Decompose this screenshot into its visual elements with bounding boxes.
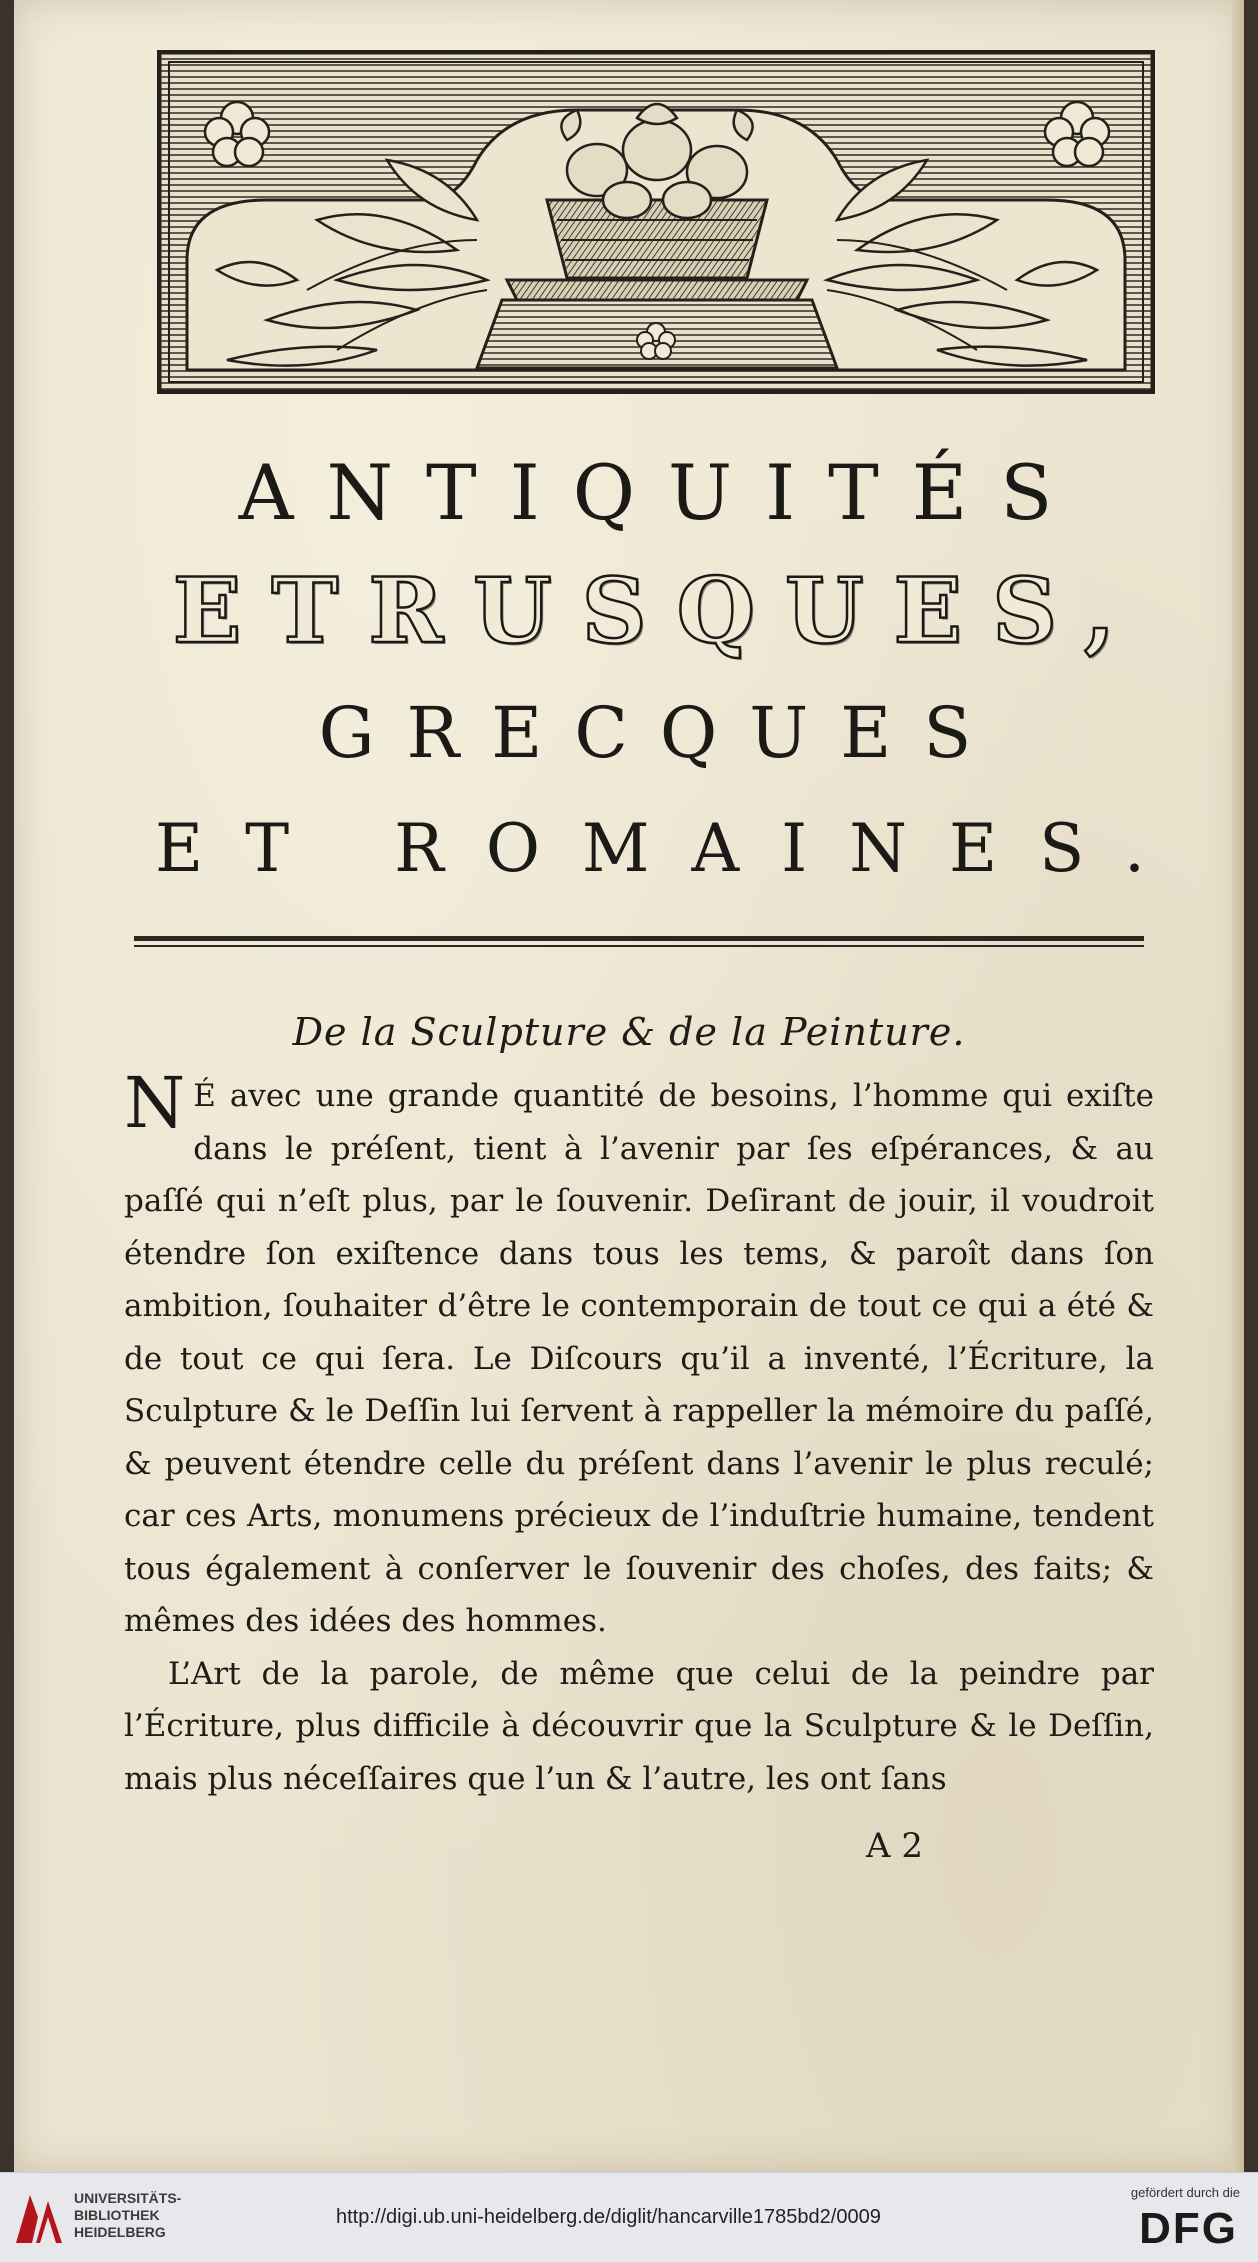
double-rule-divider [134, 936, 1144, 950]
drop-cap: N [124, 1062, 186, 1144]
library-name-line-1: UNIVERSITÄTS- [74, 2190, 182, 2206]
section-heading: De la Sculpture & de la Peinture. [292, 1010, 966, 1054]
rule-thin-line [134, 945, 1144, 947]
headpiece-ornament [157, 50, 1155, 394]
university-library-logo-icon [10, 2187, 68, 2249]
body-text [124, 1062, 1154, 1805]
funding-label: gefördert durch die [1130, 2185, 1240, 2200]
title-line-4: ET ROMAINES. [154, 810, 1188, 887]
dfg-logo: DFG [1139, 2204, 1238, 2253]
viewer-footer [0, 2172, 1258, 2262]
paragraph-1-text: É avec une grande quantité de besoins, l’homme qui exiſte dans le préſent, tient à l’avenir par ſes eſpérances, & au paſſé qui n’eſt plus, par le ſouvenir. Deſirant de jouir, il voudroit étendre ſon exiſtence dans tous les tems, & paroît dans ſon ambition, ſouhaiter d’être le contemporain de tout ce qui a été & de tout ce qui ſera. Le Diſcours qu’il a inventé, l’Écriture, la Sculpture & le Deſſin lui ſervent à rappeller la mémoire du paſſé, & peuvent étendre celle du préſent dans l’avenir le plus reculé; car ces Arts, monumens précieux de l’induſtrie humaine, tendent tous également à conſerver le ſouvenir des choſes, des faits; & mêmes des idées des hommes. [124, 1078, 1154, 1639]
title-line-1: ANTIQUITÉS [238, 448, 1086, 537]
title-line-2: ETRUSQUES, [172, 558, 1146, 664]
rule-thick-line [134, 936, 1144, 941]
signature-mark: A 2 [866, 1826, 923, 1866]
paragraph-1 [124, 1062, 1154, 1648]
title-line-3: GRECQUES [318, 692, 1004, 774]
book-page [14, 0, 1244, 2172]
permalink-url[interactable]: http://digi.ub.uni-heidelberg.de/diglit/hancarville1785bd2/0009 [336, 2206, 881, 2228]
library-name [74, 2190, 181, 2241]
page-edge [1232, 0, 1244, 2172]
library-name-line-3: HEIDELBERG [74, 2224, 166, 2240]
library-name-line-2: BIBLIOTHEK [74, 2207, 160, 2223]
paragraph-2: L’Art de la parole, de même que celui de la peindre par l’Écriture, plus difficile à découvrir que la Sculpture & le Deſſin, mais plus néceſſaires que l’un & l’autre, les ont ſans [124, 1655, 1154, 1797]
